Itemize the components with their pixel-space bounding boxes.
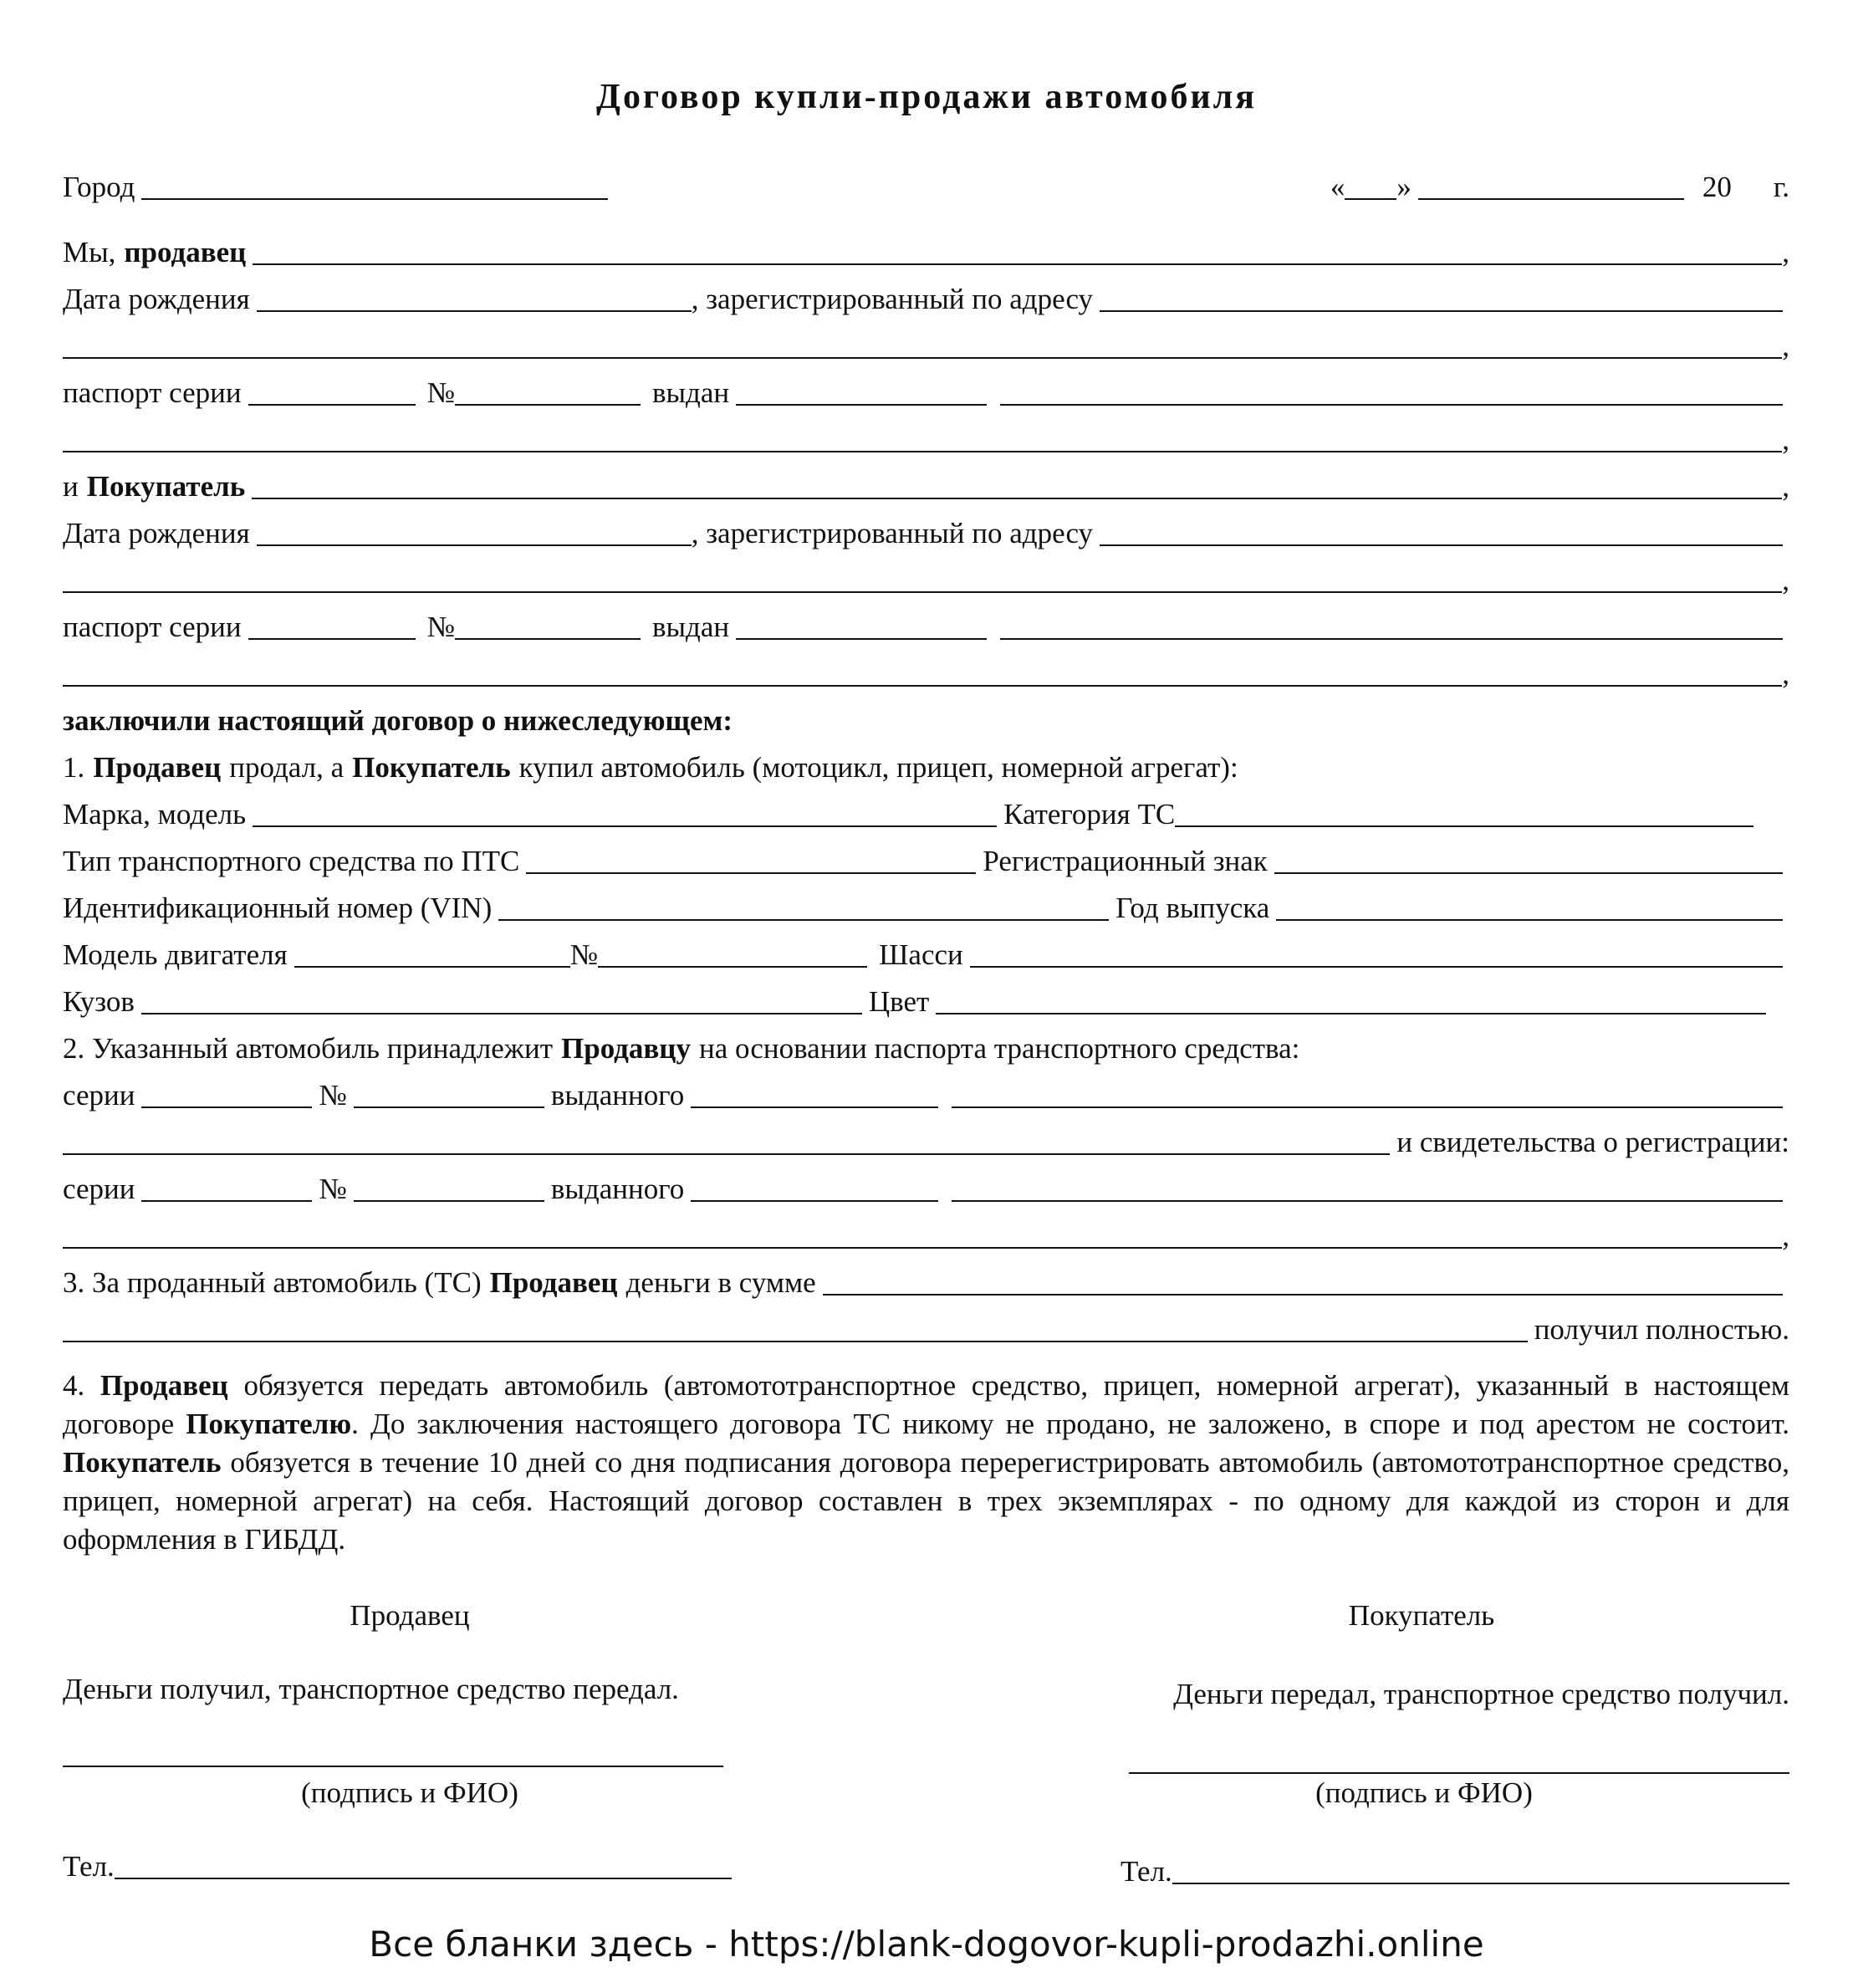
seller-issued-comma: , xyxy=(1782,423,1789,456)
seller-birth-label: Дата рождения xyxy=(63,283,250,315)
clause-3-line xyxy=(63,1263,1789,1301)
seller-issued-date-field[interactable] xyxy=(736,403,987,406)
clause-1-number: 1. xyxy=(63,751,85,784)
buyer-passport-line xyxy=(63,607,1789,646)
vehicle-type-field[interactable] xyxy=(526,871,976,874)
seller-birth-line xyxy=(63,279,1789,318)
buyer-note: Деньги передал, транспортное средство получил. xyxy=(1173,1678,1789,1710)
clause-4-number: 4. xyxy=(63,1369,85,1402)
reg-issued-by-field[interactable] xyxy=(952,1199,1783,1202)
pts-issued-by-field-2[interactable] xyxy=(63,1152,1390,1155)
engine-label: Модель двигателя xyxy=(63,938,288,971)
buyer-passport-series-field[interactable] xyxy=(248,637,416,640)
pts-number-label: № xyxy=(319,1079,347,1112)
reg-issued-by-field-2[interactable] xyxy=(63,1246,1782,1249)
category-field[interactable] xyxy=(1175,825,1753,827)
document-title: Договор купли-продажи автомобиля xyxy=(596,78,1257,116)
seller-passport-number-label: № xyxy=(426,376,455,409)
city-date-line xyxy=(63,167,1789,206)
make-category-line xyxy=(63,795,1760,833)
engine-chassis-line xyxy=(63,935,1789,974)
buyer-phone-label: Тел. xyxy=(1120,1855,1172,1888)
buyer-issued-label: выдан xyxy=(651,611,730,643)
seller-name-line xyxy=(63,233,1789,271)
buyer-issued-by-field-2[interactable] xyxy=(63,684,1782,687)
clause-2-text-a: 2. Указанный автомобиль принадлежит xyxy=(63,1032,553,1065)
city-field[interactable] xyxy=(141,197,608,200)
clause-4-text-3: обязуется в течение 10 дней со дня подписания договора перерегистрировать автомобиль (автомототранспортное средство, прицеп, номерной агрегат) на себя. Настоящий договор составлен в трех экземплярах - по одному для каждой из сторон и для оформления в ГИБДД. xyxy=(63,1446,1790,1556)
buyer-comma: , xyxy=(1782,470,1789,503)
seller-passport-series-field[interactable] xyxy=(248,403,416,406)
clause-4-buyer: Покупатель xyxy=(63,1446,222,1479)
reg-comma: , xyxy=(1782,1219,1789,1252)
buyer-role: Покупатель xyxy=(86,470,246,503)
buyer-name-line xyxy=(63,467,1789,505)
pts-issued-label: выданного xyxy=(550,1079,685,1112)
engine-number-field[interactable] xyxy=(598,965,867,968)
seller-issued-label: выдан xyxy=(651,376,730,409)
seller-address-field-2[interactable] xyxy=(63,356,1782,359)
seller-issued-by-field-2[interactable] xyxy=(63,450,1782,452)
seller-address-label: , зарегистрированный по адресу xyxy=(691,283,1094,315)
pts-issued-date-field[interactable] xyxy=(691,1106,938,1108)
pts-series-field[interactable] xyxy=(141,1106,312,1108)
vehicle-type-label: Тип транспортного средства по ПТС xyxy=(63,845,520,877)
seller-phone-field[interactable] xyxy=(115,1877,732,1879)
amount-field[interactable] xyxy=(823,1293,1783,1296)
pts-number-field[interactable] xyxy=(354,1106,544,1108)
buyer-address-field[interactable] xyxy=(1100,544,1783,546)
buyer-phone-line xyxy=(1120,1852,1789,1890)
clause-4-text-1: обязуется передать автомобиль (автомототранспортное средство, прицеп, номерной агрегат), указанный в настоящем договоре xyxy=(63,1369,1790,1440)
amount-continuation-line xyxy=(63,1310,1789,1348)
clause-1-mid: продал, а xyxy=(229,751,345,784)
buyer-birth-label: Дата рождения xyxy=(63,517,250,549)
clause-2-seller: Продавцу xyxy=(561,1032,691,1065)
seller-passport-number-field[interactable] xyxy=(455,403,641,406)
buyer-signature-field[interactable] xyxy=(1129,1771,1789,1774)
seller-intro: Мы, xyxy=(63,236,116,268)
vin-year-line xyxy=(63,888,1789,927)
seller-signature-field[interactable] xyxy=(63,1765,723,1767)
pts-series-label: серии xyxy=(63,1079,135,1112)
seller-comma: , xyxy=(1782,236,1789,268)
seller-address-line2 xyxy=(63,326,1789,365)
type-plate-line xyxy=(63,841,1789,880)
reg-series-label: серии xyxy=(63,1173,135,1205)
buyer-signature-title: Покупатель xyxy=(1348,1599,1495,1632)
seller-issued-by-field[interactable] xyxy=(1000,403,1783,406)
seller-phone-label: Тел. xyxy=(63,1850,115,1883)
buyer-issued-date-field[interactable] xyxy=(736,637,987,640)
seller-name-field[interactable] xyxy=(253,263,1782,265)
pts-series-line xyxy=(63,1076,1789,1114)
city-label: Город xyxy=(63,171,135,203)
vin-label: Идентификационный номер (VIN) xyxy=(63,892,493,924)
clause-1-line xyxy=(63,748,1789,786)
reg-issued-label: выданного xyxy=(550,1173,685,1205)
buyer-issued-by-field[interactable] xyxy=(1000,637,1783,640)
pts-continuation-line xyxy=(63,1122,1789,1161)
color-field[interactable] xyxy=(936,1012,1766,1014)
seller-address-comma: , xyxy=(1782,330,1789,362)
reg-series-field[interactable] xyxy=(141,1199,312,1202)
clause-2-text-b: на основании паспорта транспортного средства: xyxy=(698,1032,1300,1065)
buyer-name-field[interactable] xyxy=(252,497,1782,499)
color-label: Цвет xyxy=(868,985,930,1018)
clause-1-rest: купил автомобиль (мотоцикл, прицеп, номерной агрегат): xyxy=(518,751,1238,784)
buyer-passport-label: паспорт серии xyxy=(63,611,242,643)
reg-issued-date-field[interactable] xyxy=(691,1199,938,1202)
buyer-address-line2 xyxy=(63,560,1789,599)
chassis-label: Шасси xyxy=(879,938,963,971)
seller-signature-caption: (подпись и ФИО) xyxy=(301,1776,518,1809)
seller-birth-field[interactable] xyxy=(257,309,692,312)
buyer-address-label: , зарегистрированный по адресу xyxy=(691,517,1094,549)
date-open-quote: « xyxy=(1330,171,1345,203)
received-fully: получил полностью. xyxy=(1534,1313,1789,1346)
year-suffix: г. xyxy=(1773,171,1789,203)
buyer-passport-number-label: № xyxy=(426,611,455,643)
concluded-line xyxy=(63,701,1789,739)
clause-2-line xyxy=(63,1029,1789,1067)
plate-field[interactable] xyxy=(1274,871,1783,874)
day-field[interactable] xyxy=(1345,197,1396,200)
seller-phone-line xyxy=(63,1847,732,1885)
engine-model-field[interactable] xyxy=(294,965,570,968)
seller-role: продавец xyxy=(124,236,247,268)
year-field[interactable] xyxy=(1276,918,1783,921)
clause-3-text-b: деньги в сумме xyxy=(625,1266,816,1299)
reg-continuation-line xyxy=(63,1216,1789,1255)
make-label: Марка, модель xyxy=(63,798,247,830)
clause-4-buyer-dative: Покупателю xyxy=(186,1408,352,1440)
reg-number-label: № xyxy=(319,1173,347,1205)
buyer-signature-caption: (подпись и ФИО) xyxy=(1315,1776,1533,1809)
buyer-phone-field[interactable] xyxy=(1172,1882,1789,1884)
body-field[interactable] xyxy=(141,1012,862,1014)
year-prefix: 20 xyxy=(1702,171,1732,203)
month-field[interactable] xyxy=(1418,197,1684,200)
plate-label: Регистрационный знак xyxy=(983,845,1268,877)
concluded-heading: заключили настоящий договор о нижеследующем: xyxy=(63,704,733,737)
pts-issued-by-field[interactable] xyxy=(952,1106,1783,1108)
clause-1-buyer: Покупатель xyxy=(352,751,511,784)
buyer-address-field-2[interactable] xyxy=(63,590,1782,593)
seller-address-field[interactable] xyxy=(1100,309,1783,312)
buyer-intro: и xyxy=(63,470,79,503)
seller-issued-line2 xyxy=(63,420,1789,458)
buyer-issued-comma: , xyxy=(1782,657,1789,690)
category-label: Категория ТС xyxy=(1003,798,1176,830)
date-close-quote: » xyxy=(1396,171,1411,203)
chassis-field[interactable] xyxy=(970,965,1783,968)
year-label: Год выпуска xyxy=(1115,892,1270,924)
buyer-birth-line xyxy=(63,514,1789,552)
body-color-line xyxy=(63,982,1773,1020)
registration-label: и свидетельства о регистрации: xyxy=(1396,1126,1789,1158)
seller-signature-title: Продавец xyxy=(350,1599,470,1632)
engine-number-label: № xyxy=(569,938,599,971)
amount-field-2[interactable] xyxy=(63,1340,1528,1342)
clause-4-text-2: . До заключения настоящего договора ТС никому не продано, не заложено, в споре и под арестом не состоит. xyxy=(351,1408,1789,1440)
clause-1-seller: Продавец xyxy=(93,751,222,784)
seller-passport-label: паспорт серии xyxy=(63,376,242,409)
buyer-birth-field[interactable] xyxy=(257,544,692,546)
footer-link[interactable]: Все бланки здесь - https://blank-dogovor-kupli-prodazhi.online xyxy=(369,1924,1484,1965)
buyer-issued-line2 xyxy=(63,654,1789,692)
clause-4-seller: Продавец xyxy=(100,1369,228,1402)
buyer-address-comma: , xyxy=(1782,564,1789,596)
buyer-passport-number-field[interactable] xyxy=(455,637,641,640)
make-field[interactable] xyxy=(253,825,997,827)
clause-4-paragraph xyxy=(63,1367,1789,1559)
seller-passport-line xyxy=(63,373,1789,411)
vin-field[interactable] xyxy=(498,918,1109,921)
clause-3-seller: Продавец xyxy=(489,1266,618,1299)
seller-note: Деньги получил, транспортное средство передал. xyxy=(63,1673,679,1705)
reg-number-field[interactable] xyxy=(354,1199,544,1202)
reg-series-line xyxy=(63,1169,1789,1208)
body-label: Кузов xyxy=(63,985,135,1018)
clause-3-text-a: 3. За проданный автомобиль (ТС) xyxy=(63,1266,482,1299)
